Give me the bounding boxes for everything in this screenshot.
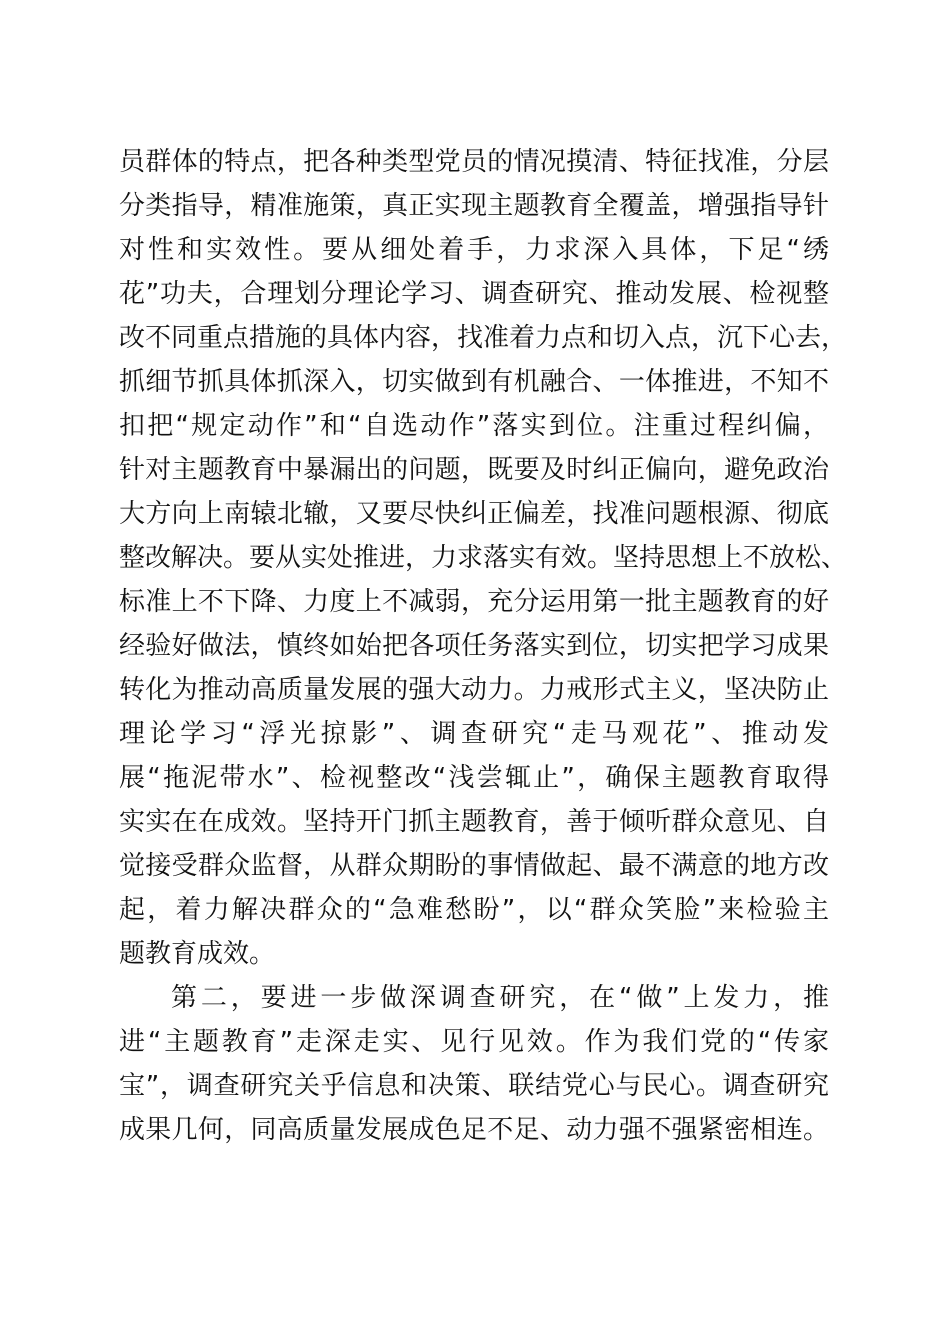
paragraph-1-line: 起，着力解决群众的“急难愁盼”，以“群众笑脸”来检验主 [119, 895, 829, 925]
paragraph-2 [119, 976, 829, 1152]
paragraph-1 [119, 140, 848, 976]
paragraph-1-last-line: 题教育成效。 [119, 939, 276, 969]
paragraph-2-line: 进“主题教育”走深走实、见行见效。作为我们党的“传家 [119, 1027, 829, 1057]
paragraph-1-line: 实实在在成效。坚持开门抓主题教育，善于倾听群众意见、自 [119, 807, 829, 837]
paragraph-1-line: 分类指导，精准施策，真正实现主题教育全覆盖，增强指导针 [119, 191, 829, 221]
paragraph-1-line: 转化为推动高质量发展的强大动力。力戒形式主义，坚决防止 [119, 675, 829, 705]
paragraph-1-line: 对性和实效性。要从细处着手，力求深入具体，下足“绣 [119, 235, 829, 265]
paragraph-1-line: 整改解决。要从实处推进，力求落实有效。坚持思想上不放松、 [119, 543, 848, 573]
paragraph-1-line: 经验好做法，慎终如始把各项任务落实到位，切实把学习成果 [119, 631, 829, 661]
paragraph-1-line: 扣把“规定动作”和“自选动作”落实到位。注重过程纠偏， [119, 411, 829, 441]
paragraph-1-line: 标准上不下降、力度上不减弱，充分运用第一批主题教育的好 [119, 587, 829, 617]
paragraph-1-line: 改不同重点措施的具体内容，找准着力点和切入点，沉下心去， [119, 323, 848, 353]
paragraph-1-line: 理论学习“浮光掠影”、调查研究“走马观花”、推动发 [119, 719, 829, 749]
paragraph-2-line: 宝”，调查研究关乎信息和决策、联结党心与民心。调查研究 [119, 1071, 829, 1101]
paragraph-1-line: 大方向上南辕北辙，又要尽快纠正偏差，找准问题根源、彻底 [119, 499, 829, 529]
paragraph-2-first-line: 第二，要进一步做深调查研究，在“做”上发力，推 [171, 983, 829, 1013]
paragraph-2-line: 成果几何，同高质量发展成色足不足、动力强不强紧密相连。 [119, 1115, 829, 1145]
paragraph-1-line: 针对主题教育中暴漏出的问题，既要及时纠正偏向，避免政治 [119, 455, 829, 485]
paragraph-1-line: 觉接受群众监督，从群众期盼的事情做起、最不满意的地方改 [119, 851, 829, 881]
paragraph-1-line: 抓细节抓具体抓深入，切实做到有机融合、一体推进，不知不 [119, 367, 829, 397]
paragraph-1-line: 花”功夫，合理划分理论学习、调查研究、推动发展、检视整 [119, 279, 829, 309]
paragraph-1-line: 展“拖泥带水”、检视整改“浅尝辄止”，确保主题教育取得 [119, 763, 829, 793]
paragraph-1-line: 员群体的特点，把各种类型党员的情况摸清、特征找准，分层 [119, 147, 829, 177]
document-body [119, 140, 848, 1152]
